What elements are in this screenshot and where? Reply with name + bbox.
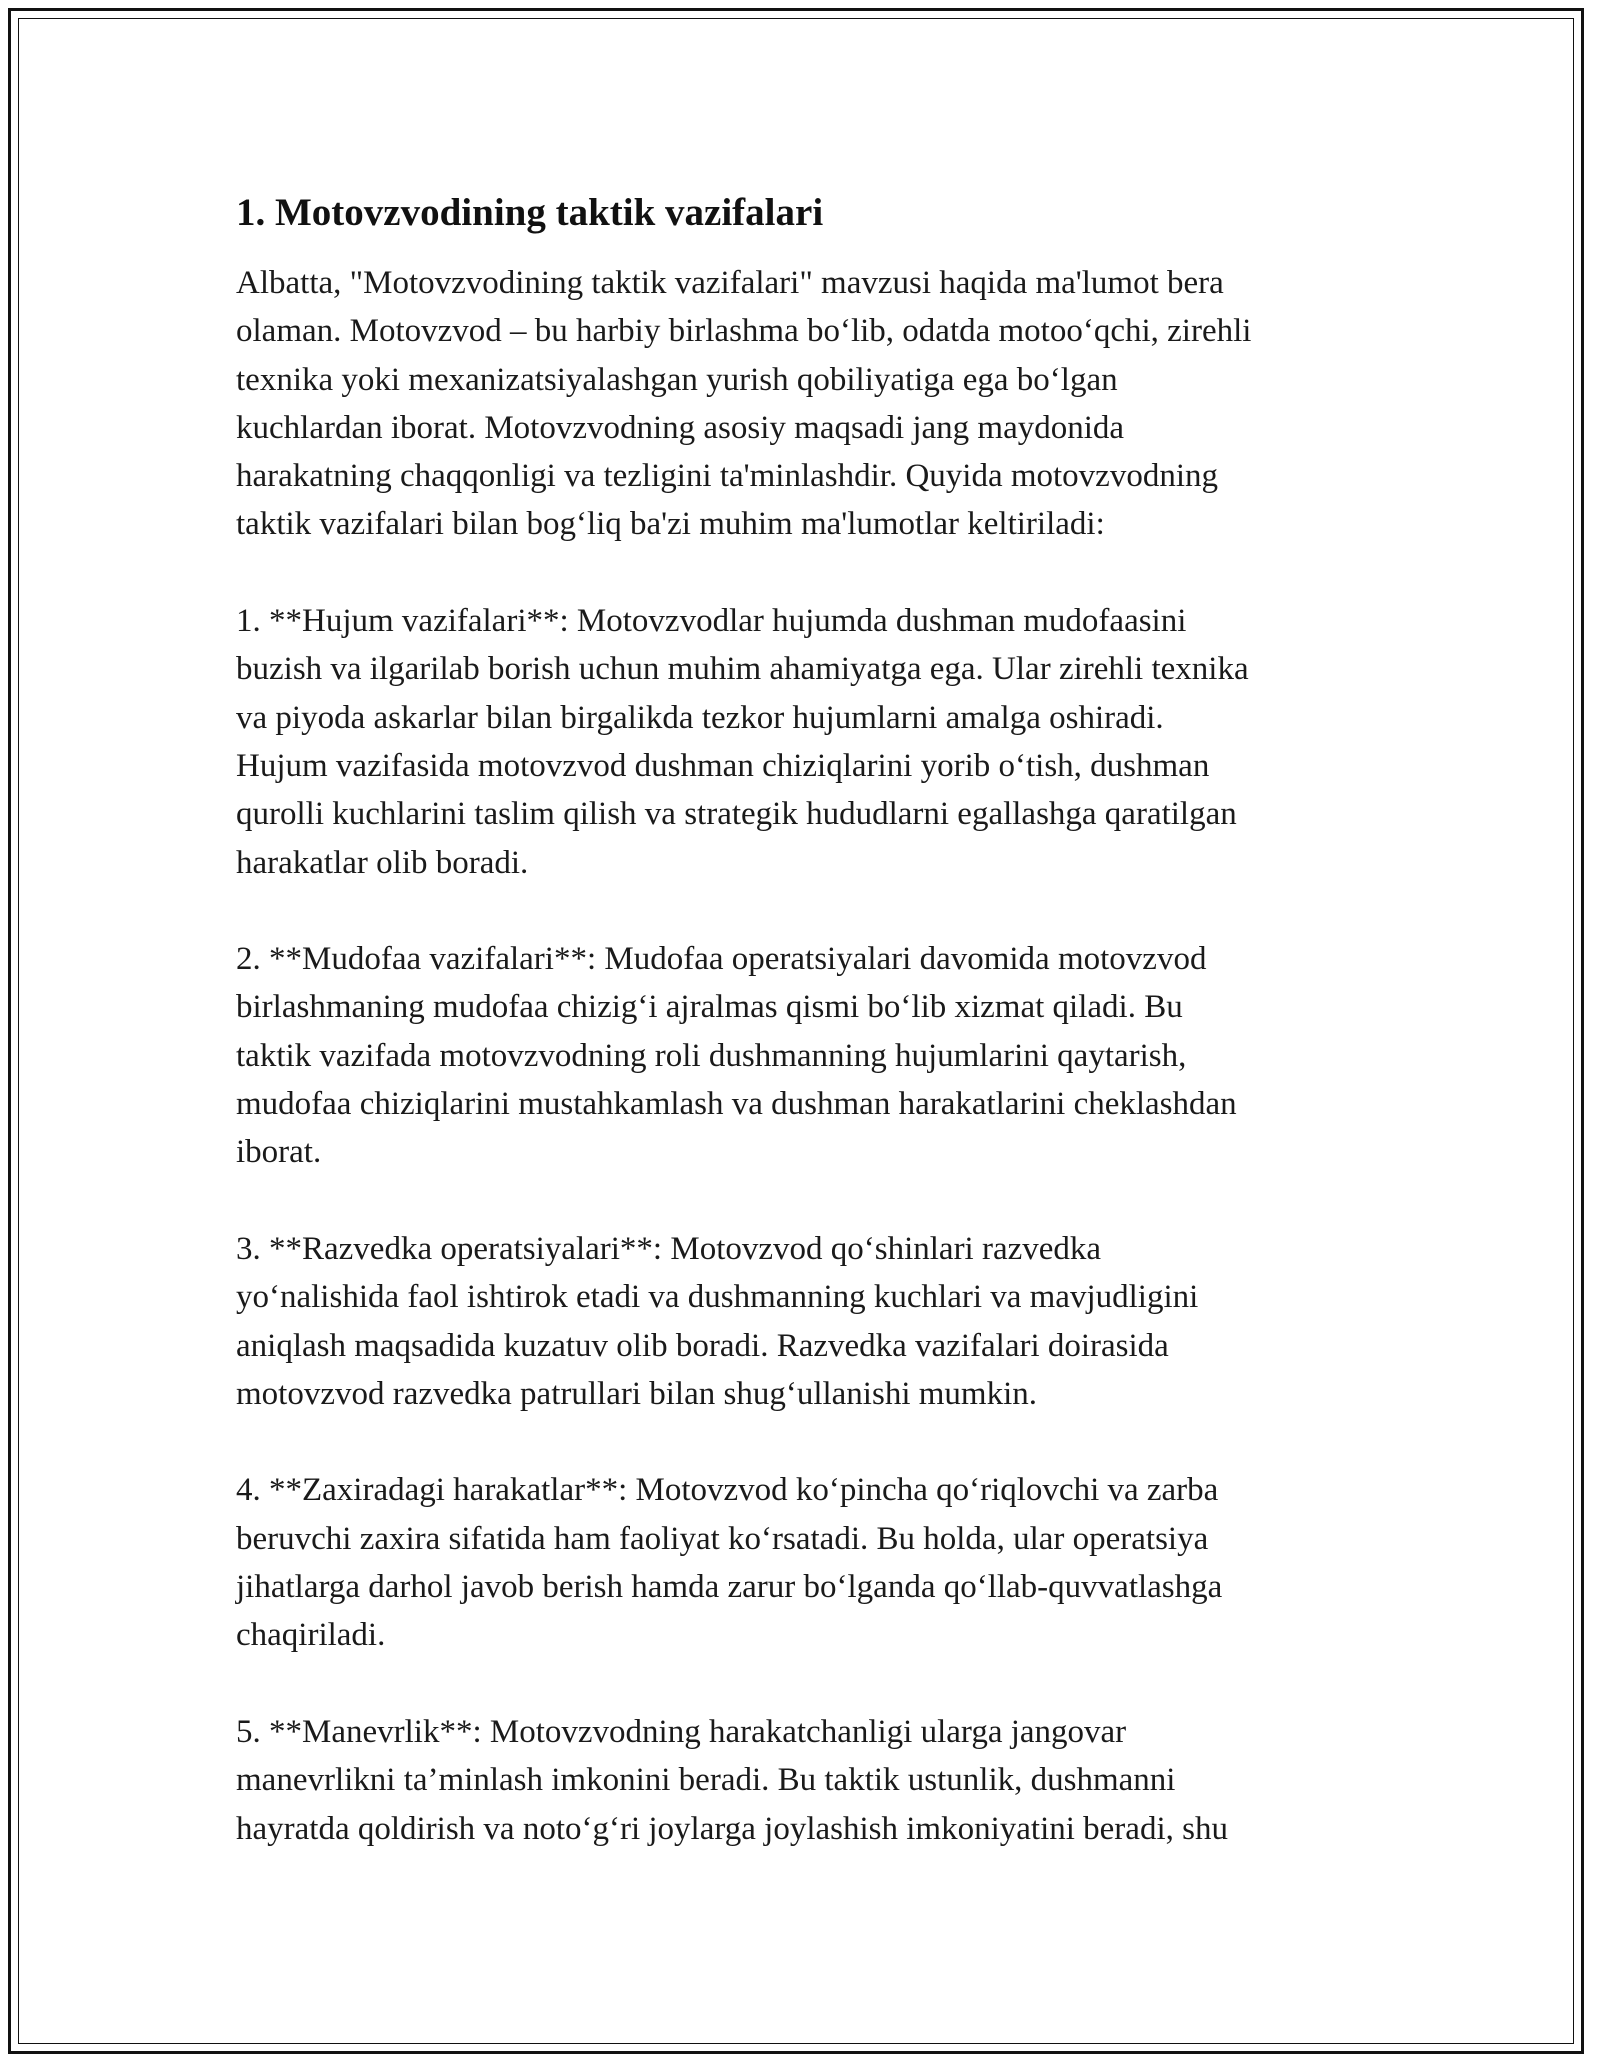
paragraph-mudofaa: 2. **Mudofaa vazifalari**: Mudofaa operatsiyalari davomida motovzvod birlashmaning mudofaa chizigʻi ajralmas qismi boʻlib xizmat qiladi. Bu taktik vazifada motovzvodning roli dushmanning hujumlarini qaytarish, mudofaa chiziqlarini mustahkamlash va dushman harakatlarini cheklashdan iborat. [236,941,1237,1171]
document-title: 1. Motovzvodining taktik vazifalari [236,191,824,234]
paragraph-hujum: 1. **Hujum vazifalari**: Motovzvodlar hujumda dushman mudofaasini buzish va ilgarilab borish uchun muhim ahamiyatga ega. Ular zirehli texnika va piyoda askarlar bilan birgalikda tezkor hujumlarni amalga oshiradi. Hujum vazifasida motovzvod dushman chiziqlarini yorib oʻtish, dushman qurolli kuchlarini taslim qilish va strategik hududlarni egallashga qaratilgan harakatlar olib boradi. [236,603,1249,881]
paragraph-manevrlik: 5. **Manevrlik**: Motovzvodning harakatchanligi ularga jangovar manevrlikni ta’minlash imkonini beradi. Bu taktik ustunlik, dushmanni hayratda qoldirish va notoʻgʻri joylarga joylashish imkoniyatini beradi, shu [236,1713,1228,1847]
paragraph-intro: Albatta, "Motovzvodining taktik vazifalari" mavzusi haqida ma'lumot bera olaman. Motovzvod – bu harbiy birlashma boʻlib, odatda motooʻqchi, zirehli texnika yoki mexanizatsiyalashgan yurish qobiliyatiga ega boʻlgan kuchlardan iborat. Motovzvodning asosiy maqsadi jang maydonida harakatning chaqqonligi va tezligini ta'minlashdir. Quyida motovzvodning taktik vazifalari bilan bogʻliq ba'zi muhim ma'lumotlar keltiriladi: [236,265,1252,543]
document-body [236,185,1406,1901]
paragraph-zaxira: 4. **Zaxiradagi harakatlar**: Motovzvod koʻpincha qoʻriqlovchi va zarba beruvchi zaxira sifatida ham faoliyat koʻrsatadi. Bu holda, ular operatsiya jihatlarga darhol javob berish hamda zarur boʻlganda qoʻllab-quvvatlashga chaqiriladi. [236,1472,1223,1654]
paragraph-razvedka: 3. **Razvedka operatsiyalari**: Motovzvod qoʻshinlari razvedka yoʻnalishida faol ishtirok etadi va dushmanning kuchlari va mavjudligini aniqlash maqsadida kuzatuv olib boradi. Razvedka vazifalari doirasida motovzvod razvedka patrullari bilan shugʻullanishi mumkin. [236,1230,1199,1412]
